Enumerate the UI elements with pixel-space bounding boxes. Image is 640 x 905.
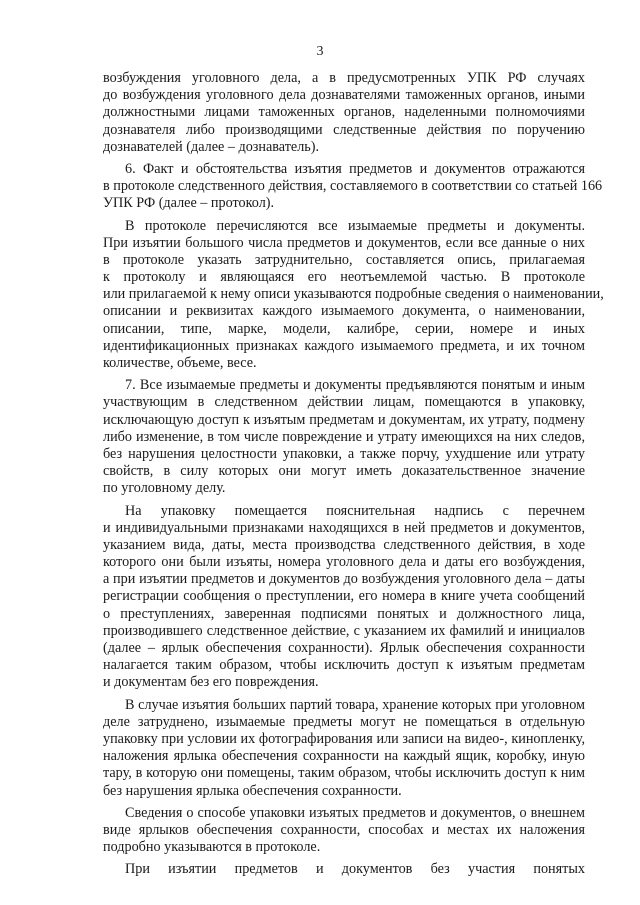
text-line: идентификационных признаках каждого изымаемого предмета, и их точном <box>103 337 585 354</box>
text-line: либо изменение, в том числе повреждение и утрату имеющихся на них следов, <box>103 428 585 445</box>
text-line: дознавателя либо производящими следственные действия по поручению <box>103 121 585 138</box>
text-line: и индивидуальными признаками находящихся в ней предметов и документов, <box>103 519 585 536</box>
text-line: описании, типе, марке, модели, калибре, серии, номере и иных <box>103 320 585 337</box>
text-line: участвующим в следственном действии лицам, помещаются в упаковку, <box>103 394 585 411</box>
text-line: На упаковку помещается пояснительная надпись с перечнем <box>125 502 585 519</box>
text-line: указанием вида, даты, места производства следственного действия, в ходе <box>103 536 585 553</box>
text-line: описании и реквизитах каждого изымаемого документа, о наименовании, <box>103 303 585 320</box>
text-line: без нарушения ярлыка обеспечения сохранности. <box>103 782 402 799</box>
text-line: 6. Факт и обстоятельства изъятия предметов и документов отражаются <box>125 160 585 177</box>
paragraph <box>103 217 604 373</box>
text-line: В случае изъятия больших партий товара, хранение которых при уголовном <box>125 696 585 713</box>
text-line: к протоколу и являющаяся его неотъемлемой частью. В протоколе <box>103 269 585 286</box>
text-line: УПК РФ (далее – протокол). <box>103 195 275 212</box>
text-line: и документам без его повреждения. <box>103 674 319 691</box>
paragraph <box>103 503 585 692</box>
text-line: о преступлениях, заверенная подписями понятых и должностного лица, <box>103 605 585 622</box>
text-line: дознавателей (далее – дознаватель). <box>103 138 320 155</box>
text-line: в протоколе следственного действия, составляемого в соответствии со статьей 166 <box>103 178 603 195</box>
text-line: которого они были изъяты, номера уголовного дела и даты его возбуждения, <box>103 554 585 571</box>
paragraph <box>103 805 585 857</box>
text-line: виде ярлыков обеспечения сохранности, способах и местах их наложения <box>103 821 585 838</box>
text-line: или прилагаемой к нему описи указываются подробные сведения о наименовании, <box>103 286 604 303</box>
text-line: В протоколе перечисляются все изымаемые предметы и документы. <box>125 217 585 234</box>
text-line: (далее – ярлык обеспечения сохранности). Ярлык обеспечения сохранности <box>103 640 585 656</box>
text-line: производившего следственное действие, с указанием их фамилий и инициалов <box>103 622 585 639</box>
text-line: а при изъятии предметов и документов до возбуждения уголовного дела – даты <box>103 571 585 588</box>
text-line: количестве, объеме, весе. <box>103 355 257 371</box>
text-line: При изъятии предметов и документов без участия понятых <box>125 861 585 878</box>
paragraph <box>103 697 585 800</box>
text-line: упаковку при условии их фотографирования или записи на видео-, кинопленку, <box>103 730 585 747</box>
text-line: деле затруднено, изымаемые предметы могут не помещаться в отдельную <box>103 713 585 730</box>
text-line: в протоколе указать затруднительно, составляется опись, прилагаемая <box>103 251 585 268</box>
text-line: без нарушения целостности упаковки, а также порчу, ухудшение или утрату <box>103 445 585 462</box>
page-number: 3 <box>316 44 324 59</box>
paragraph <box>103 861 585 878</box>
text-line: тару, в которую они помещены, таким образом, чтобы исключить доступ к ним <box>103 765 585 782</box>
paragraph <box>103 377 585 497</box>
text-line: должностными лицами таможенных органов, наделенными полномочиями <box>103 104 585 121</box>
text-line: до возбуждения уголовного дела дознавателями таможенных органов, иными <box>103 87 585 104</box>
text-line: При изъятии большого числа предметов и документов, если все данные о них <box>103 234 585 251</box>
text-line: Сведения о способе упаковки изъятых предметов и документов, о внешнем <box>125 804 585 821</box>
text-line: регистрации сообщения о преступлении, его номера в книге учета сообщений <box>103 588 585 605</box>
text-line: возбуждения уголовного дела, а в предусмотренных УПК РФ случаях <box>103 70 585 86</box>
text-line: свойств, в силу которых они могут иметь доказательственное значение <box>103 463 585 480</box>
paragraph <box>103 70 585 156</box>
text-line: подробно указываются в протоколе. <box>103 839 321 856</box>
text-line: исключающую доступ к изъятым предметам и документам, их утрату, подмену <box>103 411 585 428</box>
text-line: наложения ярлыка обеспечения сохранности на каждый ящик, коробку, иную <box>103 748 585 765</box>
text-line: налагается таким образом, чтобы исключить доступ к изъятым предметам <box>103 657 585 674</box>
document-body <box>103 70 604 878</box>
paragraph <box>103 160 603 213</box>
text-line: 7. Все изымаемые предметы и документы предъявляются понятым и иным <box>125 377 585 394</box>
text-line: по уголовному делу. <box>103 480 226 497</box>
